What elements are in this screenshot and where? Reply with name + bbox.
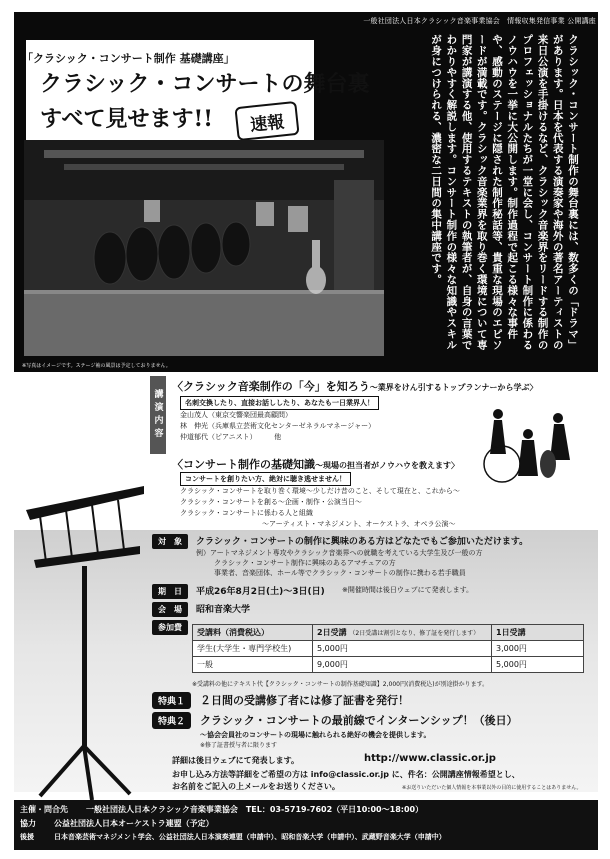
venue-tag: 会 場 <box>152 602 188 617</box>
photo-note: ※写真はイメージです。ステージ袖の風景は予定しておりません。 <box>22 363 171 369</box>
target-text: クラシック・コンサートの制作に興味のある方はどなたでもご参加いただけます。 <box>196 537 529 547</box>
session2-item-3: クラシック・コンサートに係わる人と組織 <box>180 509 313 517</box>
backstage-photo-illustration <box>24 140 384 356</box>
session2-title: 〈コンサート制作の基礎知識 <box>172 458 315 471</box>
session1-heading <box>172 378 538 394</box>
target-example-1: 例）アートマネジメント専攻やクラシック音楽界への就職を考えている大学生及び一般の方 <box>196 549 483 557</box>
organizer-line: 一般社団法人日本クラシック音楽事業協会 情報収集発信事業 公開講座 <box>363 17 596 25</box>
backstage-photo <box>24 140 384 356</box>
intro-paragraph: クラシック・コンサート制作の舞台裏には、数多くの「ドラマ」があります。日本を代表する演奏家や海外の著名アーティストの来日公演を手掛けるなど、クラシック音楽界をリードする制作のプロフェッショナルたちが一堂に会し、コンサート制作に係わるノウハウを一挙に大公開します。制作過程で起こる様々な事件や、感動のステージに隠された制作秘話等、貴重な現場のエピソードが満載です。クラシック音楽業界を取り巻く環境について専門家が講演する他、使用するテキストの執筆者が、自身の言葉でわかりやすく解説します。コンサート制作の様々な知識やスキルが身につけられる、濃密な二日間の集中講座です。 <box>430 34 579 351</box>
footer-band <box>14 800 598 850</box>
sponsor-text: 日本音楽芸術マネジメント学会、公益社団法人日本演奏連盟（申請中）、昭和音楽大学（申請中）、武蔵野音楽大学（申請中） <box>54 833 446 841</box>
schedule-tag: 期 日 <box>152 584 188 599</box>
session2-badge: コンサートを創りたい方、絶対に聴き逃せません！ <box>180 472 351 486</box>
target-tag: 対 象 <box>152 534 188 549</box>
session2-item-4: 〜アーティスト・マネジメント、オーケストラ、オペラ公演〜 <box>262 520 456 528</box>
table-row <box>193 657 584 673</box>
session2-subtitle: 〜現場の担当者がノウハウを教えます〉 <box>315 461 459 470</box>
schedule-note: ※開催時間は後日ウェブにて発表します。 <box>342 586 474 594</box>
series-title: 「クラシック・コンサート制作 基礎講座」 <box>22 52 235 65</box>
fee-row-label: 学生(大学生・専門学校生) <box>193 641 313 657</box>
fee-header-one-day: 1日受講 <box>492 625 584 641</box>
fee-row-one-day: 3,000円 <box>492 641 584 657</box>
fee-header-two-day-label: 2日受講 <box>317 628 347 637</box>
apply-instructions: お申し込み方法等詳細をご希望の方は info@classic.or.jp に、件名：公開講座情報希望とし、 <box>172 770 520 779</box>
footer-sponsor <box>20 832 446 842</box>
fee-row-label: 一般 <box>193 657 313 673</box>
fee-row-one-day: 5,000円 <box>492 657 584 673</box>
benefit2-tag: 特典２ <box>152 712 191 729</box>
benefit1-tag: 特典１ <box>152 692 191 709</box>
fee-row-two-day: 9,000円 <box>313 657 492 673</box>
session1-speaker-3: 仲道郁代（ピアニスト） 他 <box>180 433 282 441</box>
schedule-text: 平成26年8月2日(土)〜3日(日) <box>196 587 325 597</box>
main-title-line2: すべて見せます!! <box>40 106 213 132</box>
privacy-note: ※お送りいただいた個人情報を本事業以外の目的に使用することはありません。 <box>402 785 582 791</box>
benefit2-text: クラシック・コンサートの最前線でインターンシップ！（後日） <box>200 714 518 727</box>
main-title-line1: クラシック・コンサートの舞台裏 <box>40 71 370 97</box>
fee-tag: 参加費 <box>152 620 188 635</box>
target-example-2: クラシック・コンサート制作に興味のあるアマチュアの方 <box>214 559 396 567</box>
fee-note: ※受講料の他にテキスト代【クラシック・コンサートの制作基礎知識】2,000円(消費税込)が別途掛かります。 <box>192 681 489 688</box>
support-text: 公益社団法人日本オーケストラ連盟（予定） <box>54 819 214 828</box>
benefit1-text: ２日間の受講修了者には修了証書を発行！ <box>200 694 409 707</box>
fee-header-two-day <box>313 625 492 641</box>
session2-item-1: クラシック・コンサートを取り巻く環境〜少しだけ昔のこと、そして現在と、これから〜 <box>180 487 460 495</box>
session1-speaker-2: 林 伸光（兵庫県立芸術文化センターゼネラルマネージャー） <box>180 422 376 430</box>
target-example-3: 事業者、音楽団体、ホール等でクラシック・コンサートの制作に携わる若手職員 <box>214 569 466 577</box>
fee-table <box>192 624 584 673</box>
organizer-label: 主催・問合先 <box>20 805 68 814</box>
website-link[interactable]: http://www.classic.or.jp <box>364 753 496 764</box>
benefit2-note: ※修了証書授与者に限ります <box>200 742 278 749</box>
session2-item-2: クラシック・コンサートを創る〜企画・制作・公演当日〜 <box>180 498 362 506</box>
music-stand-icon <box>20 470 150 800</box>
organizer-text: 一般社団法人日本クラシック音楽事業協会 TEL：03-5719-7602（平日10:00〜18:00） <box>86 805 424 814</box>
footer-organizer <box>20 804 423 815</box>
session1-badge: 名刺交換したり、直接お話ししたり、あなたも一日業界人！ <box>180 396 379 410</box>
session1-subtitle: 〜業界をけん引するトップランナーから学ぶ〉 <box>369 383 538 392</box>
session1-title: 〈クラシック音楽制作の「今」を知ろう <box>172 380 370 393</box>
support-label: 協力 <box>20 819 36 828</box>
fee-header-note: （2日受講は割引となり、修了証を発行します） <box>349 630 480 637</box>
footer-support <box>20 818 214 829</box>
web-announcement: 詳細は後日ウェブにて発表します。 <box>172 756 300 765</box>
lecture-content-label: 講演内容 <box>150 376 166 454</box>
fee-header-label: 受講料（消費税込） <box>193 625 313 641</box>
sponsor-label: 後援 <box>20 833 34 841</box>
session2-heading <box>172 456 459 472</box>
apply-instructions-2: お名前をご記入の上メールをお送りください。 <box>172 782 340 791</box>
session1-speaker-1: 金山茂人（東京交響楽団最高顧問） <box>180 411 292 419</box>
musicians-icon <box>478 404 578 504</box>
breaking-news-stamp: 速報 <box>234 101 299 141</box>
fee-row-two-day: 5,000円 <box>313 641 492 657</box>
fee-header-row <box>193 625 584 641</box>
benefit2-sub: 〜協会会員社のコンサートの現場に触れられる絶好の機会を提供します。 <box>200 731 431 739</box>
table-row <box>193 641 584 657</box>
venue-text: 昭和音楽大学 <box>196 605 251 615</box>
